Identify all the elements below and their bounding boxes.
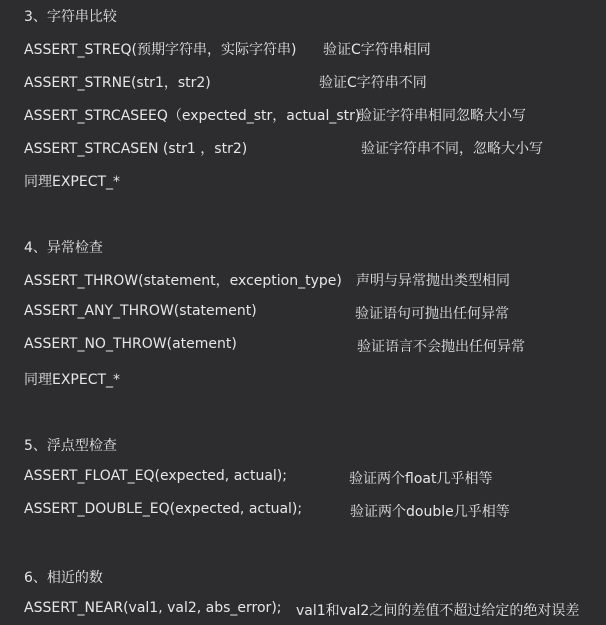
assert-near-code: ASSERT_NEAR(val1, val2, abs_error); [24,600,282,616]
assert-strne-desc: 验证C字符串不同 [319,75,427,91]
section-heading-string-compare: 3、字符串比较 [24,9,117,25]
assert-strcasen-desc: 验证字符串不同，忽略大小写 [361,141,543,157]
assert-float-eq-code: ASSERT_FLOAT_EQ(expected, actual); [24,468,287,484]
assert-any-throw-desc: 验证语句可抛出任何异常 [355,306,509,322]
assert-throw-desc: 声明与异常抛出类型相同 [356,273,510,289]
section-heading-exception-check: 4、异常检查 [24,240,103,256]
section-heading-float-check: 5、浮点型检查 [24,438,117,454]
section-4-footer: 同理EXPECT_* [24,372,121,388]
assert-no-throw-desc: 验证语言不会抛出任何异常 [357,339,525,355]
assert-throw-code: ASSERT_THROW(statement，exception_type) [24,273,342,289]
assert-strcasen-code: ASSERT_STRCASEN (str1 ，str2) [24,141,248,157]
assert-double-eq-desc: 验证两个double几乎相等 [350,504,510,520]
assert-near-desc: val1和val2之间的差值不超过给定的绝对误差 [296,603,580,619]
assert-strne-code: ASSERT_STRNE(str1，str2) [24,75,211,91]
assert-strcaseeq-code: ASSERT_STRCASEEQ（expected_str，actual_str) [24,108,361,124]
section-heading-near-numbers: 6、相近的数 [24,570,103,586]
assert-double-eq-code: ASSERT_DOUBLE_EQ(expected, actual); [24,501,303,517]
assert-strcaseeq-desc: 验证字符串相同忽略大小写 [358,108,526,124]
assert-any-throw-code: ASSERT_ANY_THROW(statement) [24,303,257,319]
assert-no-throw-code: ASSERT_NO_THROW(atement) [24,336,237,352]
section-3-footer: 同理EXPECT_* [24,174,121,190]
assert-streq-code: ASSERT_STREQ(预期字符串，实际字符串) [24,42,297,58]
assert-streq-desc: 验证C字符串相同 [323,42,431,58]
assert-float-eq-desc: 验证两个float几乎相等 [349,471,493,487]
